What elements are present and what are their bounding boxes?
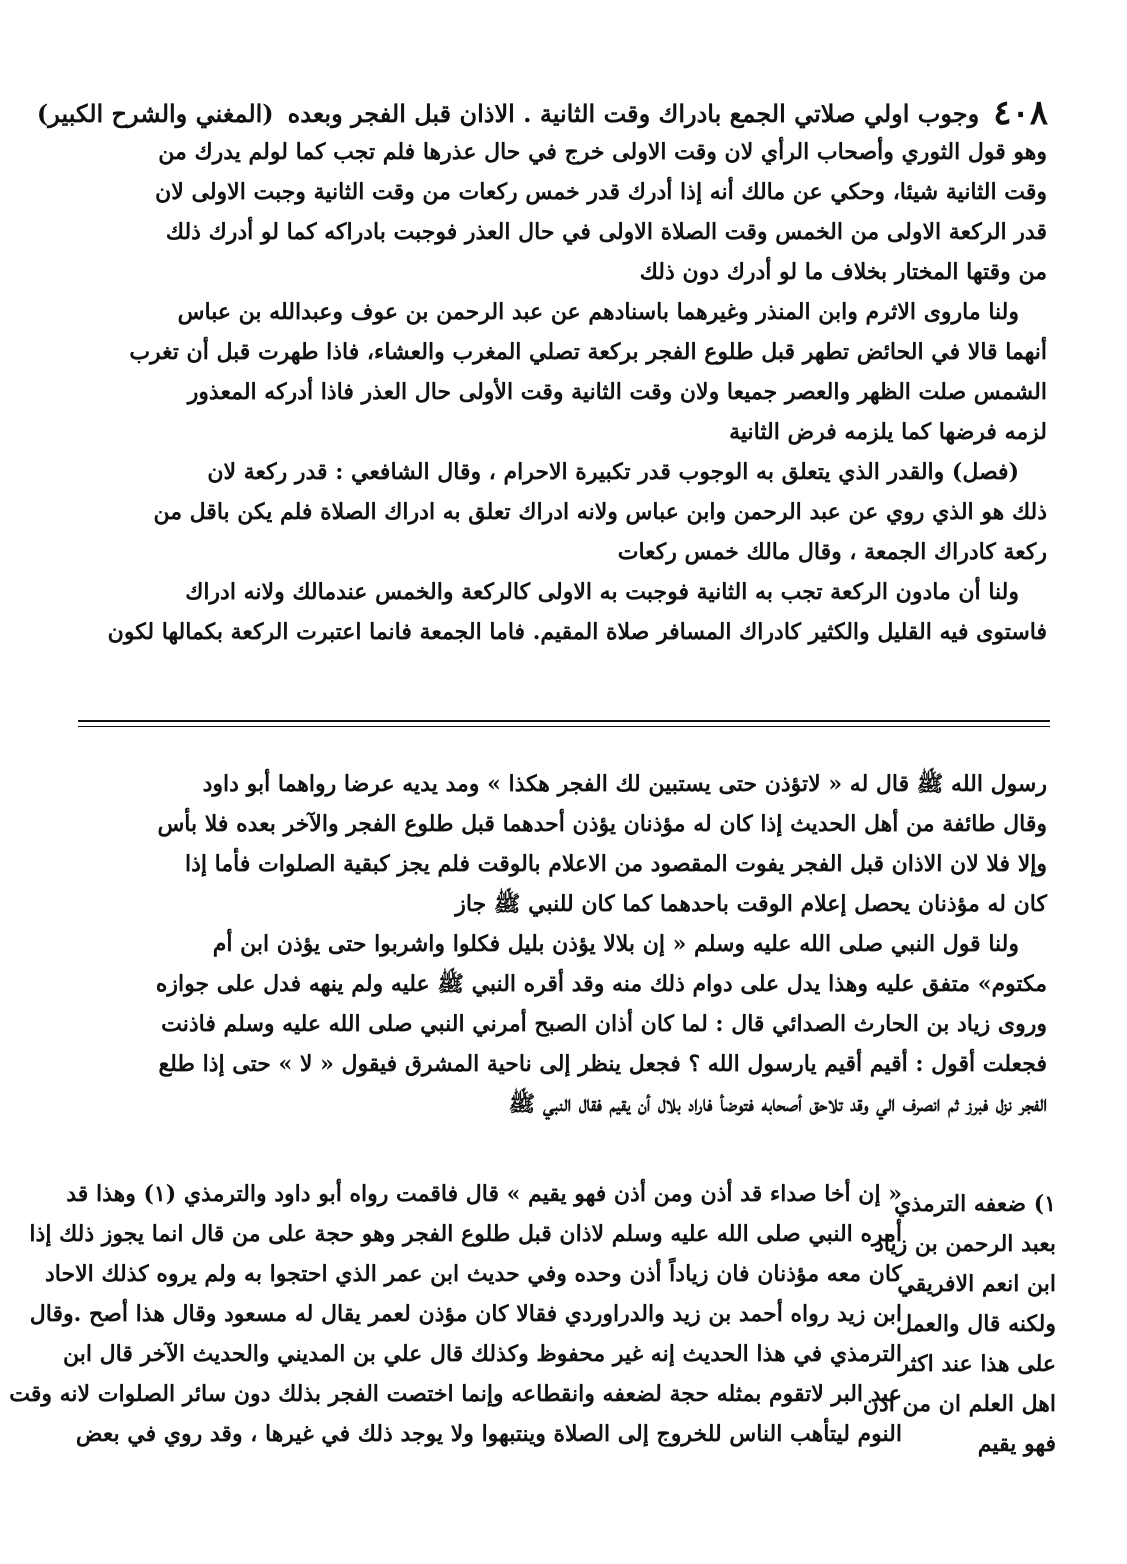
footnote-line: فهو يقيم: [977, 1431, 1056, 1457]
text-line: ركعة كادراك الجمعة ، وقال مالك خمس ركعات: [617, 539, 1047, 565]
text-line: ولنا أن مادون الركعة تجب به الثانية فوجبت به الاولى كالركعة والخمس عندمالك ولانه ادراك: [185, 579, 1019, 605]
footnote-line: ١) ضعفه الترمذي: [894, 1191, 1056, 1217]
commentary-text-narrow: [9, 1174, 902, 1454]
text-line: وقال طائفة من أهل الحديث إذا كان له مؤذنان يؤذن أحدهما قبل طلوع الفجر والآخر بعده فلا بأس: [157, 811, 1047, 837]
section-divider-inner: [78, 726, 1050, 727]
text-line: ولنا ماروى الاثرم وابن المنذر وغيرهما باسنادهم عن عبد الرحمن بن عوف وعبدالله بن عباس: [177, 299, 1019, 325]
page-number: ٤٠٨: [993, 93, 1048, 133]
text-line: « إن أخا صداء قد أذن ومن أذن فهو يقيم » قال فاقمت رواه أبو داود والترمذي (١) وهذا قد: [66, 1181, 902, 1207]
text-line: فجعلت أقول : أقيم أقيم يارسول الله ؟ فجعل ينظر إلى ناحية المشرق فيقول « لا » حتى إذا طلع: [158, 1051, 1047, 1077]
section-divider: [78, 720, 1050, 722]
footnote-line: بعبد الرحمن بن زياد: [873, 1231, 1056, 1257]
text-line: (فصل) والقدر الذي يتعلق به الوجوب قدر تكبيرة الاحرام ، وقال الشافعي : قدر ركعة لان: [207, 459, 1019, 485]
text-line: كان معه مؤذنان فان زياداً أذن وحده وفي حديث ابن عمر الذي احتجوا به ولم يروه كذلك الاحاد: [44, 1261, 902, 1287]
text-line: رسول الله ﷺ قال له « لاتؤذن حتى يستبين لك الفجر هكذا » ومد يديه عرضا رواهما أبو داود: [202, 771, 1047, 797]
text-line: النوم ليتأهب الناس للخروج إلى الصلاة وينتبهوا ولا يوجد ذلك في غيرها ، وقد روي في بعض: [75, 1421, 902, 1447]
text-line: من وقتها المختار بخلاف ما لو أدرك دون ذلك: [639, 259, 1047, 285]
text-line: الشمس صلت الظهر والعصر جميعا ولان وقت الثانية وقت الأولى حال العذر فاذا أدركه المعذور: [187, 379, 1047, 405]
side-footnote: [862, 1184, 1056, 1464]
text-line: عبد البر لاتقوم بمثله حجة لضعفه وانقطاعه وإنما اختصت الفجر بذلك دون سائر الصلوات لانه وقت: [9, 1381, 902, 1407]
text-line: فاستوى فيه القليل والكثير كادراك المسافر صلاة المقيم. فاما الجمعة فانما اعتبرت الركعة بكمالها لكون: [107, 619, 1047, 645]
main-text: [82, 132, 1047, 652]
text-line: أنهما قالا في الحائض تطهر قبل طلوع الفجر بركعة تصلي المغرب والعشاء، فاذا طهرت قبل أن تغرب: [129, 339, 1047, 365]
footnote-line: ابن انعم الافريقي: [897, 1271, 1056, 1297]
text-line: لزمه فرضها كما يلزمه فرض الثانية: [729, 419, 1047, 445]
text-line: الترمذي في هذا الحديث إنه غير محفوظ وكذلك قال علي بن المديني والحديث الآخر قال ابن: [63, 1341, 902, 1367]
commentary-text: [82, 764, 1047, 1124]
running-title: وجوب اولي صلاتي الجمع بادراك وقت الثانية . الاذان قبل الفجر وبعده: [287, 98, 980, 128]
text-line: وهو قول الثوري وأصحاب الرأي لان وقت الاولى خرج في حال عذرها فلم تجب كما لولم يدرك من: [158, 139, 1047, 165]
text-line: قدر الركعة الاولى من الخمس وقت الصلاة الاولى في حال العذر فوجبت بادراكه كما لو أدرك ذلك: [165, 219, 1047, 245]
footnote-line: اهل العلم ان من اذن: [862, 1391, 1056, 1417]
text-line: ابن زيد رواه أحمد بن زيد والدراوردي فقالا كان مؤذن لعمر يقال له مسعود وقال هذا أصح .وقال: [29, 1301, 902, 1327]
book-title: (المغني والشرح الكبير): [36, 98, 274, 128]
text-line: أمره النبي صلى الله عليه وسلم لاذان قبل طلوع الفجر وهو حجة على من قال انما يجوز ذلك إذا: [29, 1221, 902, 1247]
text-line: الفجر نزل فبرز ثم انصرف الي وقد تلاحق أصحابه فتوضأ فاراد بلال أن يقيم فقال النبي ﷺ: [508, 1091, 1047, 1117]
text-line: مكتوم» متفق عليه وهذا يدل على دوام ذلك منه وقد أقره النبي ﷺ عليه ولم ينهه فدل على جوازه: [155, 971, 1047, 997]
text-line: وإلا فلا لان الاذان قبل الفجر يفوت المقصود من الاعلام بالوقت فلم يجز كبقية الصلوات فأما إذا: [185, 851, 1047, 877]
text-line: ذلك هو الذي روي عن عبد الرحمن وابن عباس ولانه ادراك تعلق به ادراك الصلاة فلم يكن باقل من: [153, 499, 1047, 525]
footnote-line: ولكنه قال والعمل: [896, 1311, 1056, 1337]
text-line: وروى زياد بن الحارث الصدائي قال : لما كان أذان الصبح أمرني النبي صلى الله عليه وسلم فاذنت: [161, 1011, 1047, 1037]
text-line: وقت الثانية شيئا، وحكي عن مالك أنه إذا أدرك قدر خمس ركعات من وقت الثانية وجبت الاولى لان: [155, 179, 1047, 205]
footnote-line: على هذا عند اكثر: [898, 1351, 1056, 1377]
page-header: [36, 92, 1048, 134]
text-line: كان له مؤذنان يحصل إعلام الوقت باحدهما كما كان للنبي ﷺ جاز: [455, 891, 1047, 917]
text-line: ولنا قول النبي صلى الله عليه وسلم « إن بلالا يؤذن بليل فكلوا واشربوا حتى يؤذن ابن أم: [212, 931, 1019, 957]
